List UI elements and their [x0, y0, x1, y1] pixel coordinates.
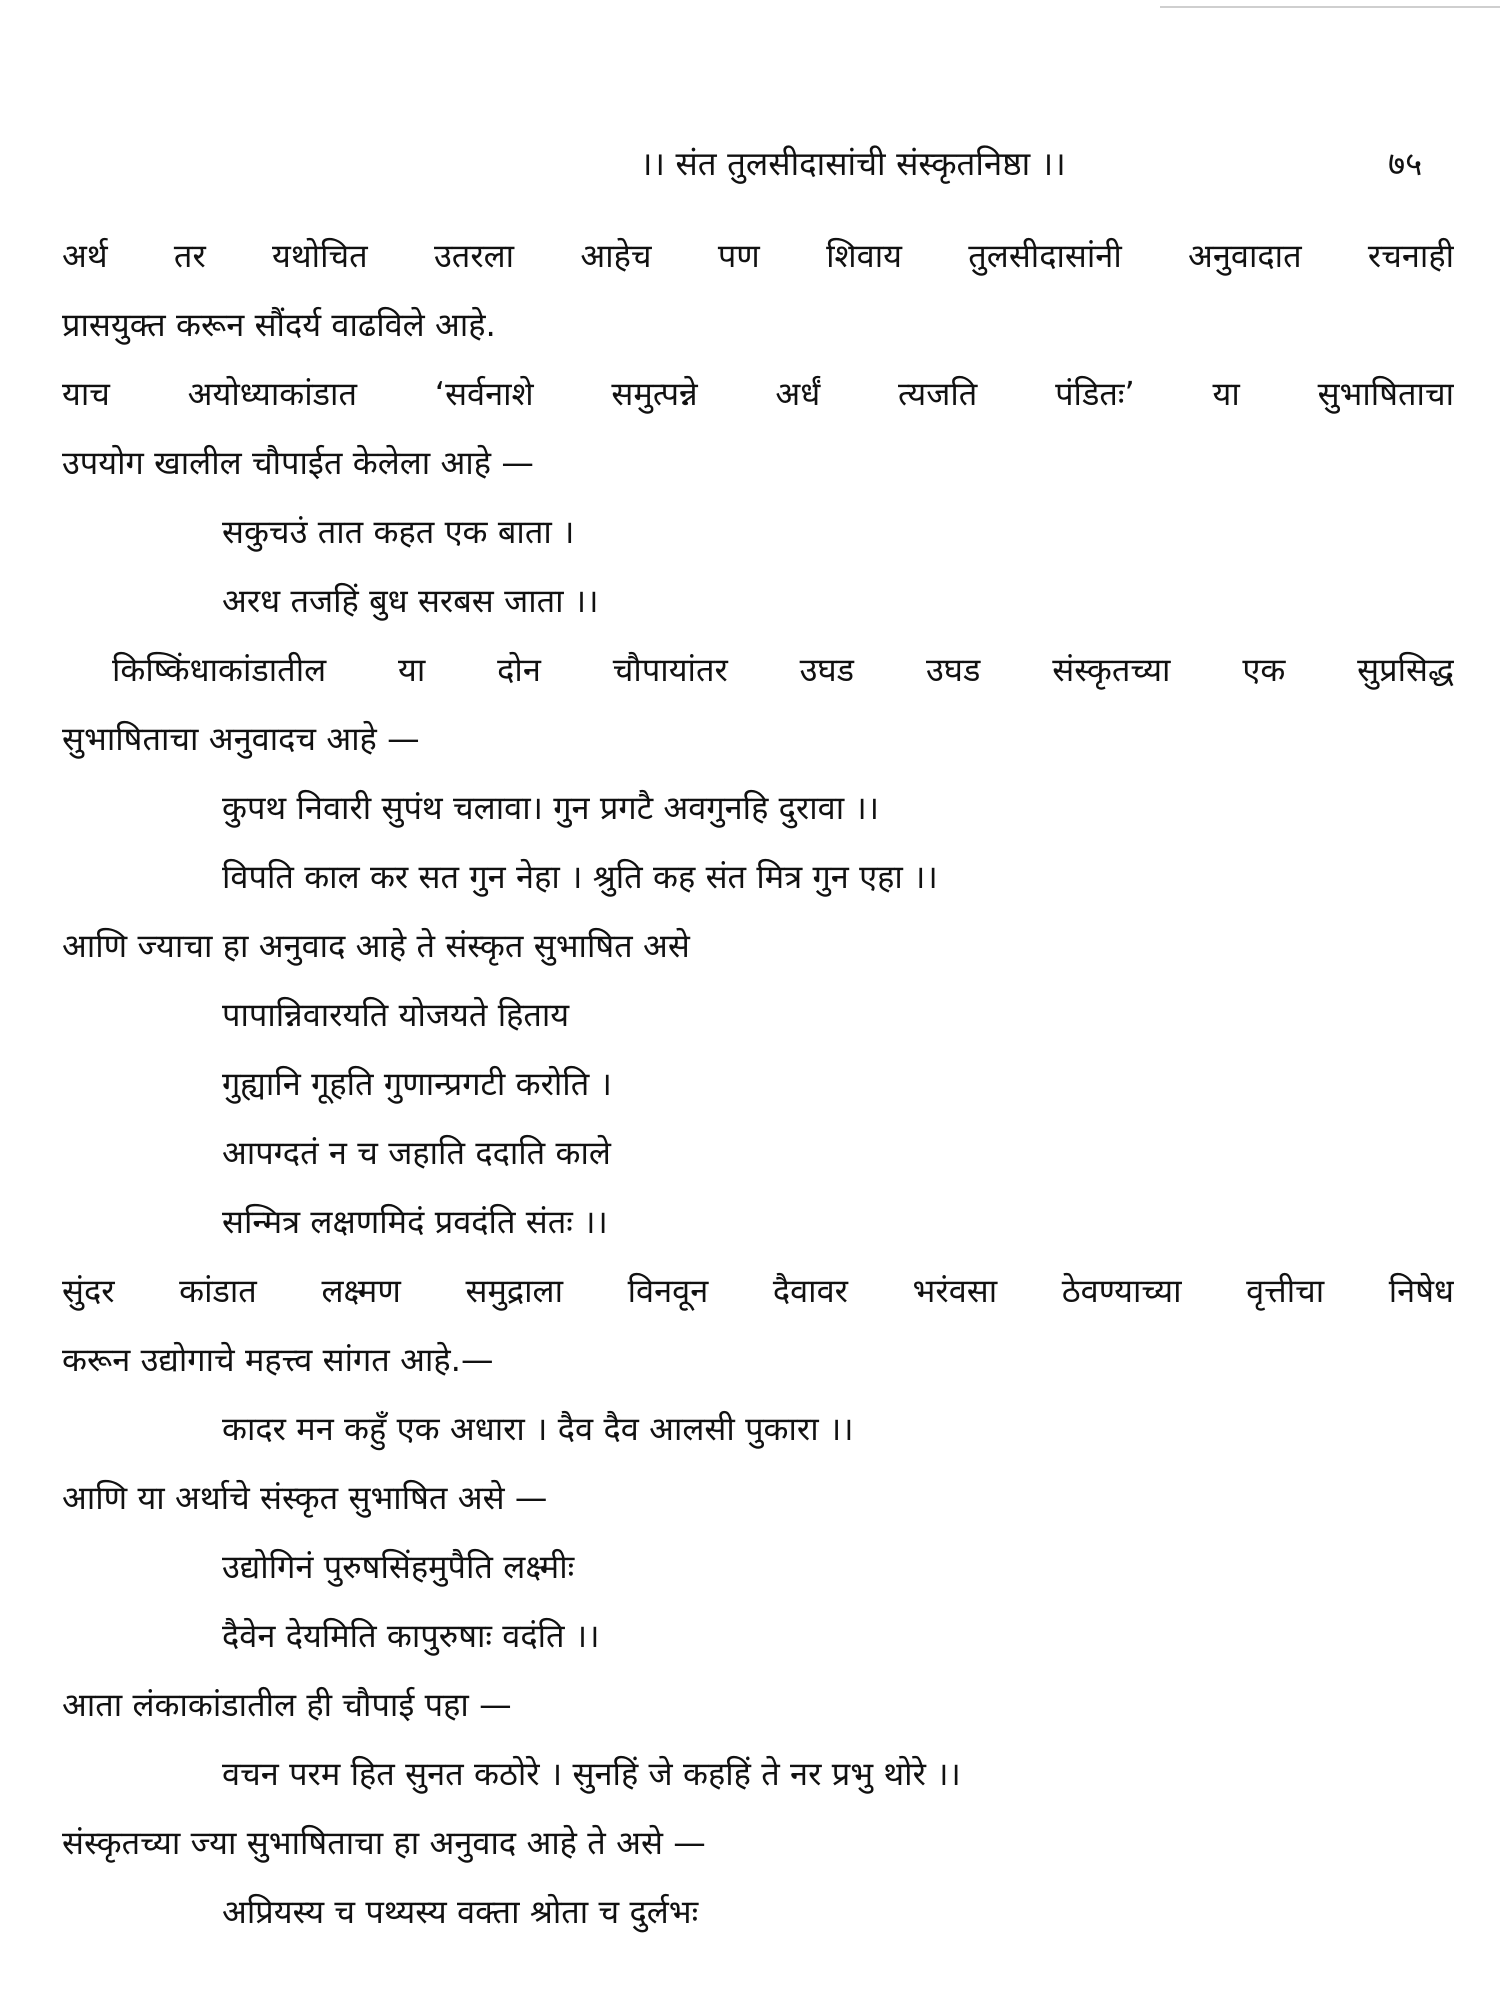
verse-line: उद्योगिनं पुरुषसिंहमुपैति लक्ष्मीः	[222, 1548, 575, 1586]
body-line: सुंदर कांडात लक्ष्मण समुद्राला विनवून दैवावर भरंवसा ठेवण्याच्या वृत्तीचा निषेध	[62, 1272, 1454, 1310]
verse-line: पापान्निवारयति योजयते हिताय	[222, 996, 570, 1034]
page-header	[0, 140, 1500, 190]
verse-line: गुह्यानि गूहति गुणान्प्रगटी करोति ।	[222, 1065, 612, 1103]
page-number: ७५	[1388, 144, 1423, 183]
verse-line: कादर मन कहुँ एक अधारा । दैव दैव आलसी पुकारा ।।	[222, 1410, 854, 1448]
body-line: आता लंकाकांडातील ही चौपाई पहा —	[62, 1686, 512, 1724]
verse-line: दैवेन देयमिति कापुरुषाः वदंति ।।	[222, 1617, 600, 1655]
verse-line: आपग्दतं न च जहाति ददाति काले	[222, 1134, 611, 1172]
verse-line: सकुचउं तात कहत एक बाता ।	[222, 513, 575, 551]
body-line: आणि या अर्थाचे संस्कृत सुभाषित असे —	[62, 1479, 548, 1517]
verse-line: अप्रियस्य च पथ्यस्य वक्ता श्रोता च दुर्लभः	[222, 1893, 699, 1931]
verse-line: सन्मित्र लक्षणमिदं प्रवदंति संतः ।।	[222, 1203, 608, 1241]
body-line: सुभाषिताचा अनुवादच आहे —	[62, 720, 420, 758]
body-line: किष्किंधाकांडातील या दोन चौपायांतर उघड उघड संस्कृतच्या एक सुप्रसिद्ध	[112, 651, 1454, 689]
verse-line: कुपथ निवारी सुपंथ चलावा। गुन प्रगटै अवगुनहि दुरावा ।।	[222, 789, 880, 827]
page-edge-rule	[1160, 6, 1500, 8]
body-line: संस्कृतच्या ज्या सुभाषिताचा हा अनुवाद आहे ते असे —	[62, 1824, 706, 1862]
body-line: उपयोग खालील चौपाईत केलेला आहे —	[62, 444, 534, 482]
verse-line: वचन परम हित सुनत कठोरे । सुनहिं जे कहहिं ते नर प्रभु थोरे ।।	[222, 1755, 961, 1793]
body-line: अर्थ तर यथोचित उतरला आहेच पण शिवाय तुलसीदासांनी अनुवादात रचनाही	[62, 237, 1454, 275]
body-line: याच अयोध्याकांडात ‘सर्वनाशे समुत्पन्ने अर्धं त्यजति पंडितः’ या सुभाषिताचा	[62, 375, 1454, 413]
body-line: प्रासयुक्त करून सौंदर्य वाढविले आहे.	[62, 306, 496, 344]
running-title: ।। संत तुलसीदासांची संस्कृतनिष्ठा ।।	[640, 144, 1066, 183]
body-line: आणि ज्याचा हा अनुवाद आहे ते संस्कृत सुभाषित असे	[62, 927, 690, 965]
verse-line: अरध तजहिं बुध सरबस जाता ।।	[222, 582, 599, 620]
verse-line: विपति काल कर सत गुन नेहा । श्रुति कह संत मित्र गुन एहा ।।	[222, 858, 938, 896]
body-line: करून उद्योगाचे महत्त्व सांगत आहे.—	[62, 1341, 494, 1379]
page-body	[62, 222, 1454, 1947]
